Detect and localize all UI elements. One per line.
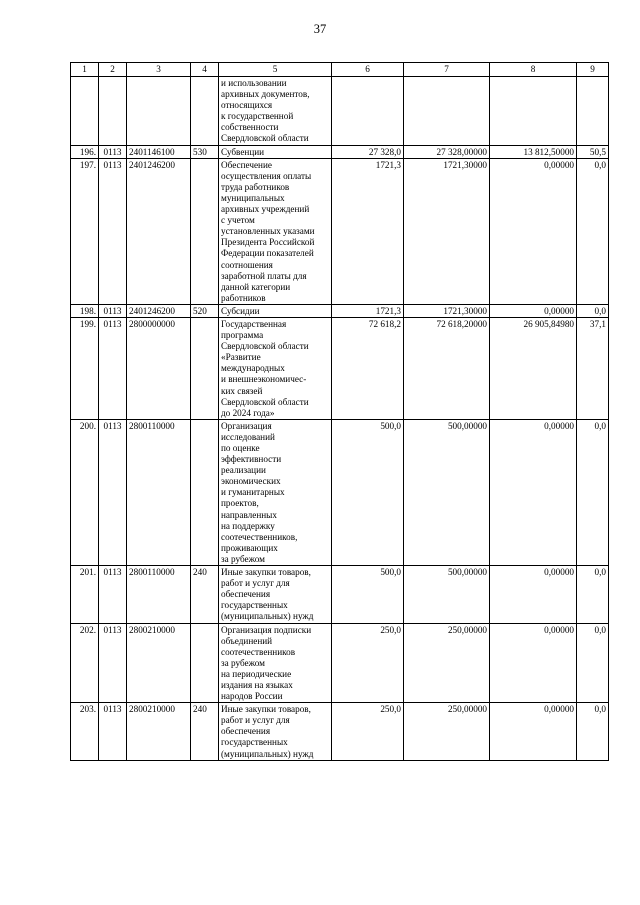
table-row: [71, 304, 609, 317]
budget-amount-cell: 250,00000: [404, 703, 490, 760]
column-header-5: 5: [219, 63, 332, 77]
target-article-code-cell: [127, 77, 191, 146]
execution-percent-cell: 37,1: [577, 317, 609, 419]
item-name-cell: Организация подписки объединений соотечественников за рубежом на периодические издания на языках народов России: [219, 623, 332, 703]
approved-amount-cell: [332, 77, 404, 146]
section-code-cell: 0113: [99, 623, 127, 703]
approved-amount-cell: 1721,3: [332, 158, 404, 304]
table-row: [71, 623, 609, 703]
row-number-cell: 196.: [71, 145, 99, 158]
budget-table: [70, 62, 609, 761]
row-number-cell: 197.: [71, 158, 99, 304]
execution-percent-cell: 50,5: [577, 145, 609, 158]
expense-type-code-cell: [191, 317, 219, 419]
section-code-cell: [99, 77, 127, 146]
header-row: [71, 63, 609, 77]
section-code-cell: 0113: [99, 317, 127, 419]
executed-amount-cell: 0,00000: [490, 566, 577, 623]
table-body: [71, 77, 609, 761]
column-header-2: 2: [99, 63, 127, 77]
executed-amount-cell: [490, 77, 577, 146]
row-number-cell: [71, 77, 99, 146]
item-name-cell: Организация исследований по оценке эффективности реализации экономических и гуманитарных проектов, направленных на поддержку соотечественников, проживающих за рубежом: [219, 419, 332, 565]
column-header-6: 6: [332, 63, 404, 77]
item-name-cell: и использовании архивных документов, относящихся к государственной собственности Свердловской области: [219, 77, 332, 146]
column-header-8: 8: [490, 63, 577, 77]
table-row: [71, 566, 609, 623]
item-name-cell: Иные закупки товаров, работ и услуг для обеспечения государственных (муниципальных) нужд: [219, 566, 332, 623]
table-row: [71, 158, 609, 304]
target-article-code-cell: 2800110000: [127, 419, 191, 565]
approved-amount-cell: 72 618,2: [332, 317, 404, 419]
expense-type-code-cell: [191, 419, 219, 565]
execution-percent-cell: 0,0: [577, 304, 609, 317]
column-header-4: 4: [191, 63, 219, 77]
section-code-cell: 0113: [99, 145, 127, 158]
execution-percent-cell: [577, 77, 609, 146]
execution-percent-cell: 0,0: [577, 703, 609, 760]
column-header-7: 7: [404, 63, 490, 77]
row-number-cell: 199.: [71, 317, 99, 419]
executed-amount-cell: 0,00000: [490, 703, 577, 760]
table-row: [71, 145, 609, 158]
expense-type-code-cell: 240: [191, 566, 219, 623]
target-article-code-cell: 2800110000: [127, 566, 191, 623]
target-article-code-cell: 2401246200: [127, 158, 191, 304]
target-article-code-cell: 2800000000: [127, 317, 191, 419]
item-name-cell: Субсидии: [219, 304, 332, 317]
execution-percent-cell: 0,0: [577, 158, 609, 304]
executed-amount-cell: 26 905,84980: [490, 317, 577, 419]
executed-amount-cell: 0,00000: [490, 304, 577, 317]
expense-type-code-cell: 530: [191, 145, 219, 158]
item-name-cell: Государственная программа Свердловской области «Развитие международных и внешнеэкономичес- ких связей Свердловской области до 2024 года»: [219, 317, 332, 419]
target-article-code-cell: 2401246200: [127, 304, 191, 317]
executed-amount-cell: 0,00000: [490, 158, 577, 304]
executed-amount-cell: 13 812,50000: [490, 145, 577, 158]
table-row: [71, 317, 609, 419]
approved-amount-cell: 27 328,0: [332, 145, 404, 158]
column-header-1: 1: [71, 63, 99, 77]
approved-amount-cell: 500,0: [332, 566, 404, 623]
expense-type-code-cell: [191, 77, 219, 146]
approved-amount-cell: 500,0: [332, 419, 404, 565]
row-number-cell: 201.: [71, 566, 99, 623]
approved-amount-cell: 1721,3: [332, 304, 404, 317]
page-number: 37: [313, 22, 327, 36]
budget-amount-cell: 500,00000: [404, 419, 490, 565]
execution-percent-cell: 0,0: [577, 566, 609, 623]
table-row: [71, 703, 609, 760]
item-name-cell: Обеспечение осуществления оплаты труда работников муниципальных архивных учреждений с учетом установленных указами Президента Российской Федерации показателей соотношения заработной платы для данной категории работников: [219, 158, 332, 304]
row-number-cell: 202.: [71, 623, 99, 703]
approved-amount-cell: 250,0: [332, 703, 404, 760]
expense-type-code-cell: [191, 158, 219, 304]
budget-amount-cell: 500,00000: [404, 566, 490, 623]
table-row: [71, 419, 609, 565]
expense-type-code-cell: 240: [191, 703, 219, 760]
section-code-cell: 0113: [99, 703, 127, 760]
target-article-code-cell: 2800210000: [127, 703, 191, 760]
budget-amount-cell: 27 328,00000: [404, 145, 490, 158]
executed-amount-cell: 0,00000: [490, 623, 577, 703]
budget-amount-cell: 1721,30000: [404, 304, 490, 317]
section-code-cell: 0113: [99, 566, 127, 623]
expense-type-code-cell: [191, 623, 219, 703]
item-name-cell: Иные закупки товаров, работ и услуг для обеспечения государственных (муниципальных) нужд: [219, 703, 332, 760]
approved-amount-cell: 250,0: [332, 623, 404, 703]
executed-amount-cell: 0,00000: [490, 419, 577, 565]
budget-amount-cell: 1721,30000: [404, 158, 490, 304]
row-number-cell: 203.: [71, 703, 99, 760]
expense-type-code-cell: 520: [191, 304, 219, 317]
target-article-code-cell: 2800210000: [127, 623, 191, 703]
budget-amount-cell: 250,00000: [404, 623, 490, 703]
row-number-cell: 198.: [71, 304, 99, 317]
budget-amount-cell: [404, 77, 490, 146]
table-row: [71, 77, 609, 146]
budget-amount-cell: 72 618,20000: [404, 317, 490, 419]
row-number-cell: 200.: [71, 419, 99, 565]
execution-percent-cell: 0,0: [577, 419, 609, 565]
section-code-cell: 0113: [99, 304, 127, 317]
target-article-code-cell: 2401146100: [127, 145, 191, 158]
execution-percent-cell: 0,0: [577, 623, 609, 703]
section-code-cell: 0113: [99, 419, 127, 565]
column-header-9: 9: [577, 63, 609, 77]
section-code-cell: 0113: [99, 158, 127, 304]
column-header-3: 3: [127, 63, 191, 77]
item-name-cell: Субвенции: [219, 145, 332, 158]
